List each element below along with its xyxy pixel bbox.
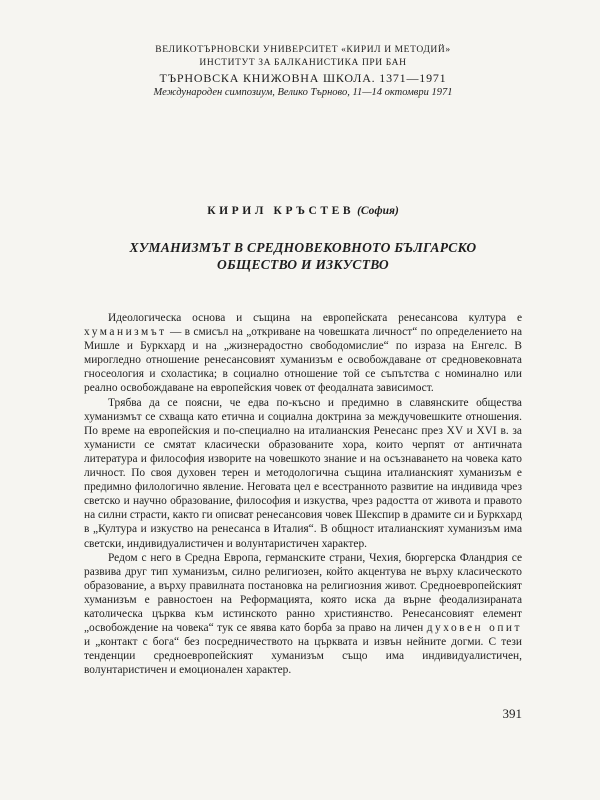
author-affiliation: (София) [357,205,399,217]
spaced-term-spiritual-experience: духовен опит [426,622,522,635]
author-line [84,205,522,217]
university-line: ВЕЛИКОТЪРНОВСКИ УНИВЕРСИТЕТ «КИРИЛ И МЕТОДИЙ» [155,45,451,55]
page-number: 391 [502,706,522,721]
series-title: ТЪРНОВСКА КНИЖОВНА ШКОЛА. 1371—1971 [159,71,447,85]
institute-line: ИНСТИТУТ ЗА БАЛКАНИСТИКА ПРИ БАН [199,58,407,68]
publication-header [84,44,522,99]
spaced-term-humanism: хуманизмът [84,326,167,339]
article-body [84,311,522,677]
author-name: КИРИЛ КРЪСТЕВ [207,205,355,217]
paragraph-3: Редом с него в Средна Европа, германските страни, Чехия, бюргерска Фландрия се развива друг тип хуманизъм, силно религиозен, който акцентува не върху класическото образование, а върху правилната постановка на религиозния живот. Средноевропейският хуманизъм е равностоен на Реформацията, която иска да върне феодализираната католическа църква към истинското ранно християнство. Ренесансовият елемент „освобождение на човека“ тук се явява като борба за право на личен духовен опит и „контакт с бога“ без посредничеството на църквата и извън нейните догми. С тези тенденции средноевропейският хуманизъм също има индивидуалистичен, волунтаристичен и емоционален характер. [84,551,522,677]
paragraph-2: Трябва да се поясни, че едва по-късно и предимно в славянските общества хуманизмът се схваща като етична и социална доктрина за междучовешките отношения. По време на европейския и по-специално на италианския Ренесанс през XV и XVI в. за хуманисти се смятат класически образованите хора, които черпят от античната литература и философия изворите на човешкото знание и на осъзнаването на човека като личност. По своя духовен терен и методологична същина италианският хуманизъм е предимно филологично явление. Неговата цел е всестранното развитие на индивида чрез светско и научно образование, философия и изкуства, чрез радостта от живота и правото на силни страсти, както ги описват ренесансовия човек Шекспир в драмите си и Буркхард в „Култура и изкуство на ренесанса в Италия“. В общност италианският хуманизъм има светски, индивидуалистичен и волунтаристичен характер. [84,396,522,550]
symposium-line: Международен симпозиум, Велико Търново, 11—14 октомври 1971 [153,87,453,98]
paragraph-1: Идеологическа основа и същина на европейската ренесансова култура е хуманизмът — в смисъл на „откриване на човешката личност“ по определението на Мишле и Буркхард и на „жизнерадостно свободомислие“ по израза на Енгелс. В мирогледно отношение ренесансовият хуманизъм е освобождаване от средновековната гносеология и схоластика; в социално отношение той се съпътства с номинално или реално освобождаване на европейския човек от феодалната зависимост. [84,312,522,395]
article-title-line-1: ХУМАНИЗМЪТ В СРЕДНОВЕКОВНОТО БЪЛГАРСКО [129,240,477,255]
article-title-line-2: ОБЩЕСТВО И ИЗКУСТВО [217,257,389,272]
article-title [84,239,522,273]
